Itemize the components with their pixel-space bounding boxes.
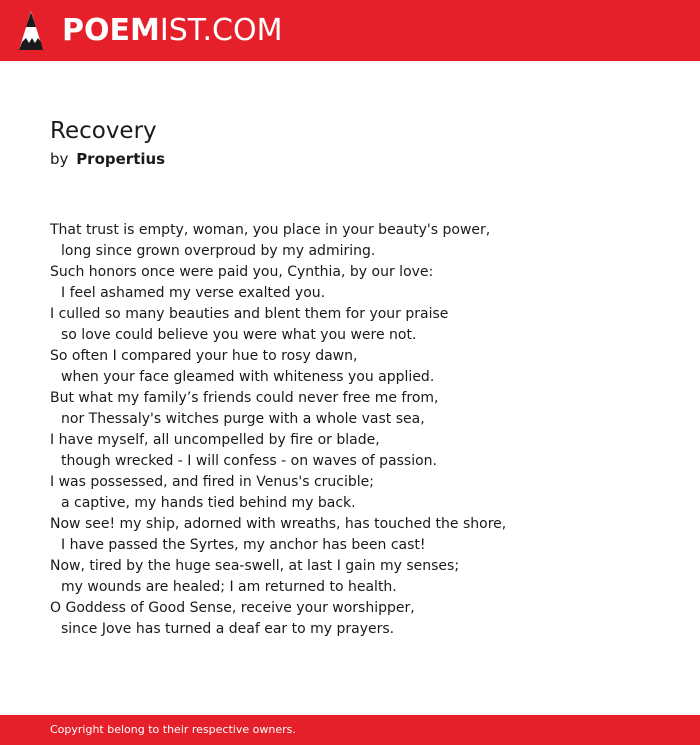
poem-line: Such honors once were paid you, Cynthia, by our love: [50, 264, 434, 280]
poem-body [50, 220, 670, 640]
copyright-text: Copyright belong to their respective owners. [50, 723, 296, 736]
pencil-tip-icon [18, 10, 44, 52]
logo-text [62, 10, 282, 52]
byline [50, 148, 670, 170]
poem-content [50, 116, 670, 640]
poem-line: my wounds are healed; I am returned to health. [61, 579, 397, 595]
site-header [0, 0, 700, 61]
poem-title: Recovery [50, 118, 157, 144]
poem-line: Now, tired by the huge sea-swell, at last I gain my senses; [50, 558, 460, 574]
logo-text-bold: POEM [62, 13, 160, 48]
poem-line: nor Thessaly's witches purge with a whole vast sea, [61, 411, 425, 427]
poem-line: So often I compared your hue to rosy dawn, [50, 348, 358, 364]
logo-text-light: IST.COM [159, 13, 283, 48]
author-name[interactable]: Propertius [76, 150, 166, 168]
poem-line: That trust is empty, woman, you place in your beauty's power, [50, 222, 491, 238]
poem-line: since Jove has turned a deaf ear to my prayers. [61, 621, 395, 637]
poem-line: when your face gleamed with whiteness you applied. [61, 369, 435, 385]
poem-line: long since grown overproud by my admiring. [61, 243, 376, 259]
poem-line: I feel ashamed my verse exalted you. [61, 285, 326, 301]
poem-line: I have passed the Syrtes, my anchor has been cast! [61, 537, 426, 553]
poem-line: I culled so many beauties and blent them for your praise [50, 306, 449, 322]
poem-line: I was possessed, and fired in Venus's crucible; [50, 474, 374, 490]
by-label: by [50, 150, 69, 168]
poem-line: Now see! my ship, adorned with wreaths, has touched the shore, [50, 516, 507, 532]
poem-line: O Goddess of Good Sense, receive your worshipper, [50, 600, 415, 616]
poem-line: though wrecked - I will confess - on waves of passion. [61, 453, 437, 469]
poem-line: But what my family’s friends could never free me from, [50, 390, 439, 406]
site-footer [0, 715, 700, 745]
poem-line: I have myself, all uncompelled by fire or blade, [50, 432, 380, 448]
poem-line: a captive, my hands tied behind my back. [61, 495, 356, 511]
poem-line: so love could believe you were what you were not. [61, 327, 417, 343]
site-logo[interactable] [18, 10, 282, 52]
